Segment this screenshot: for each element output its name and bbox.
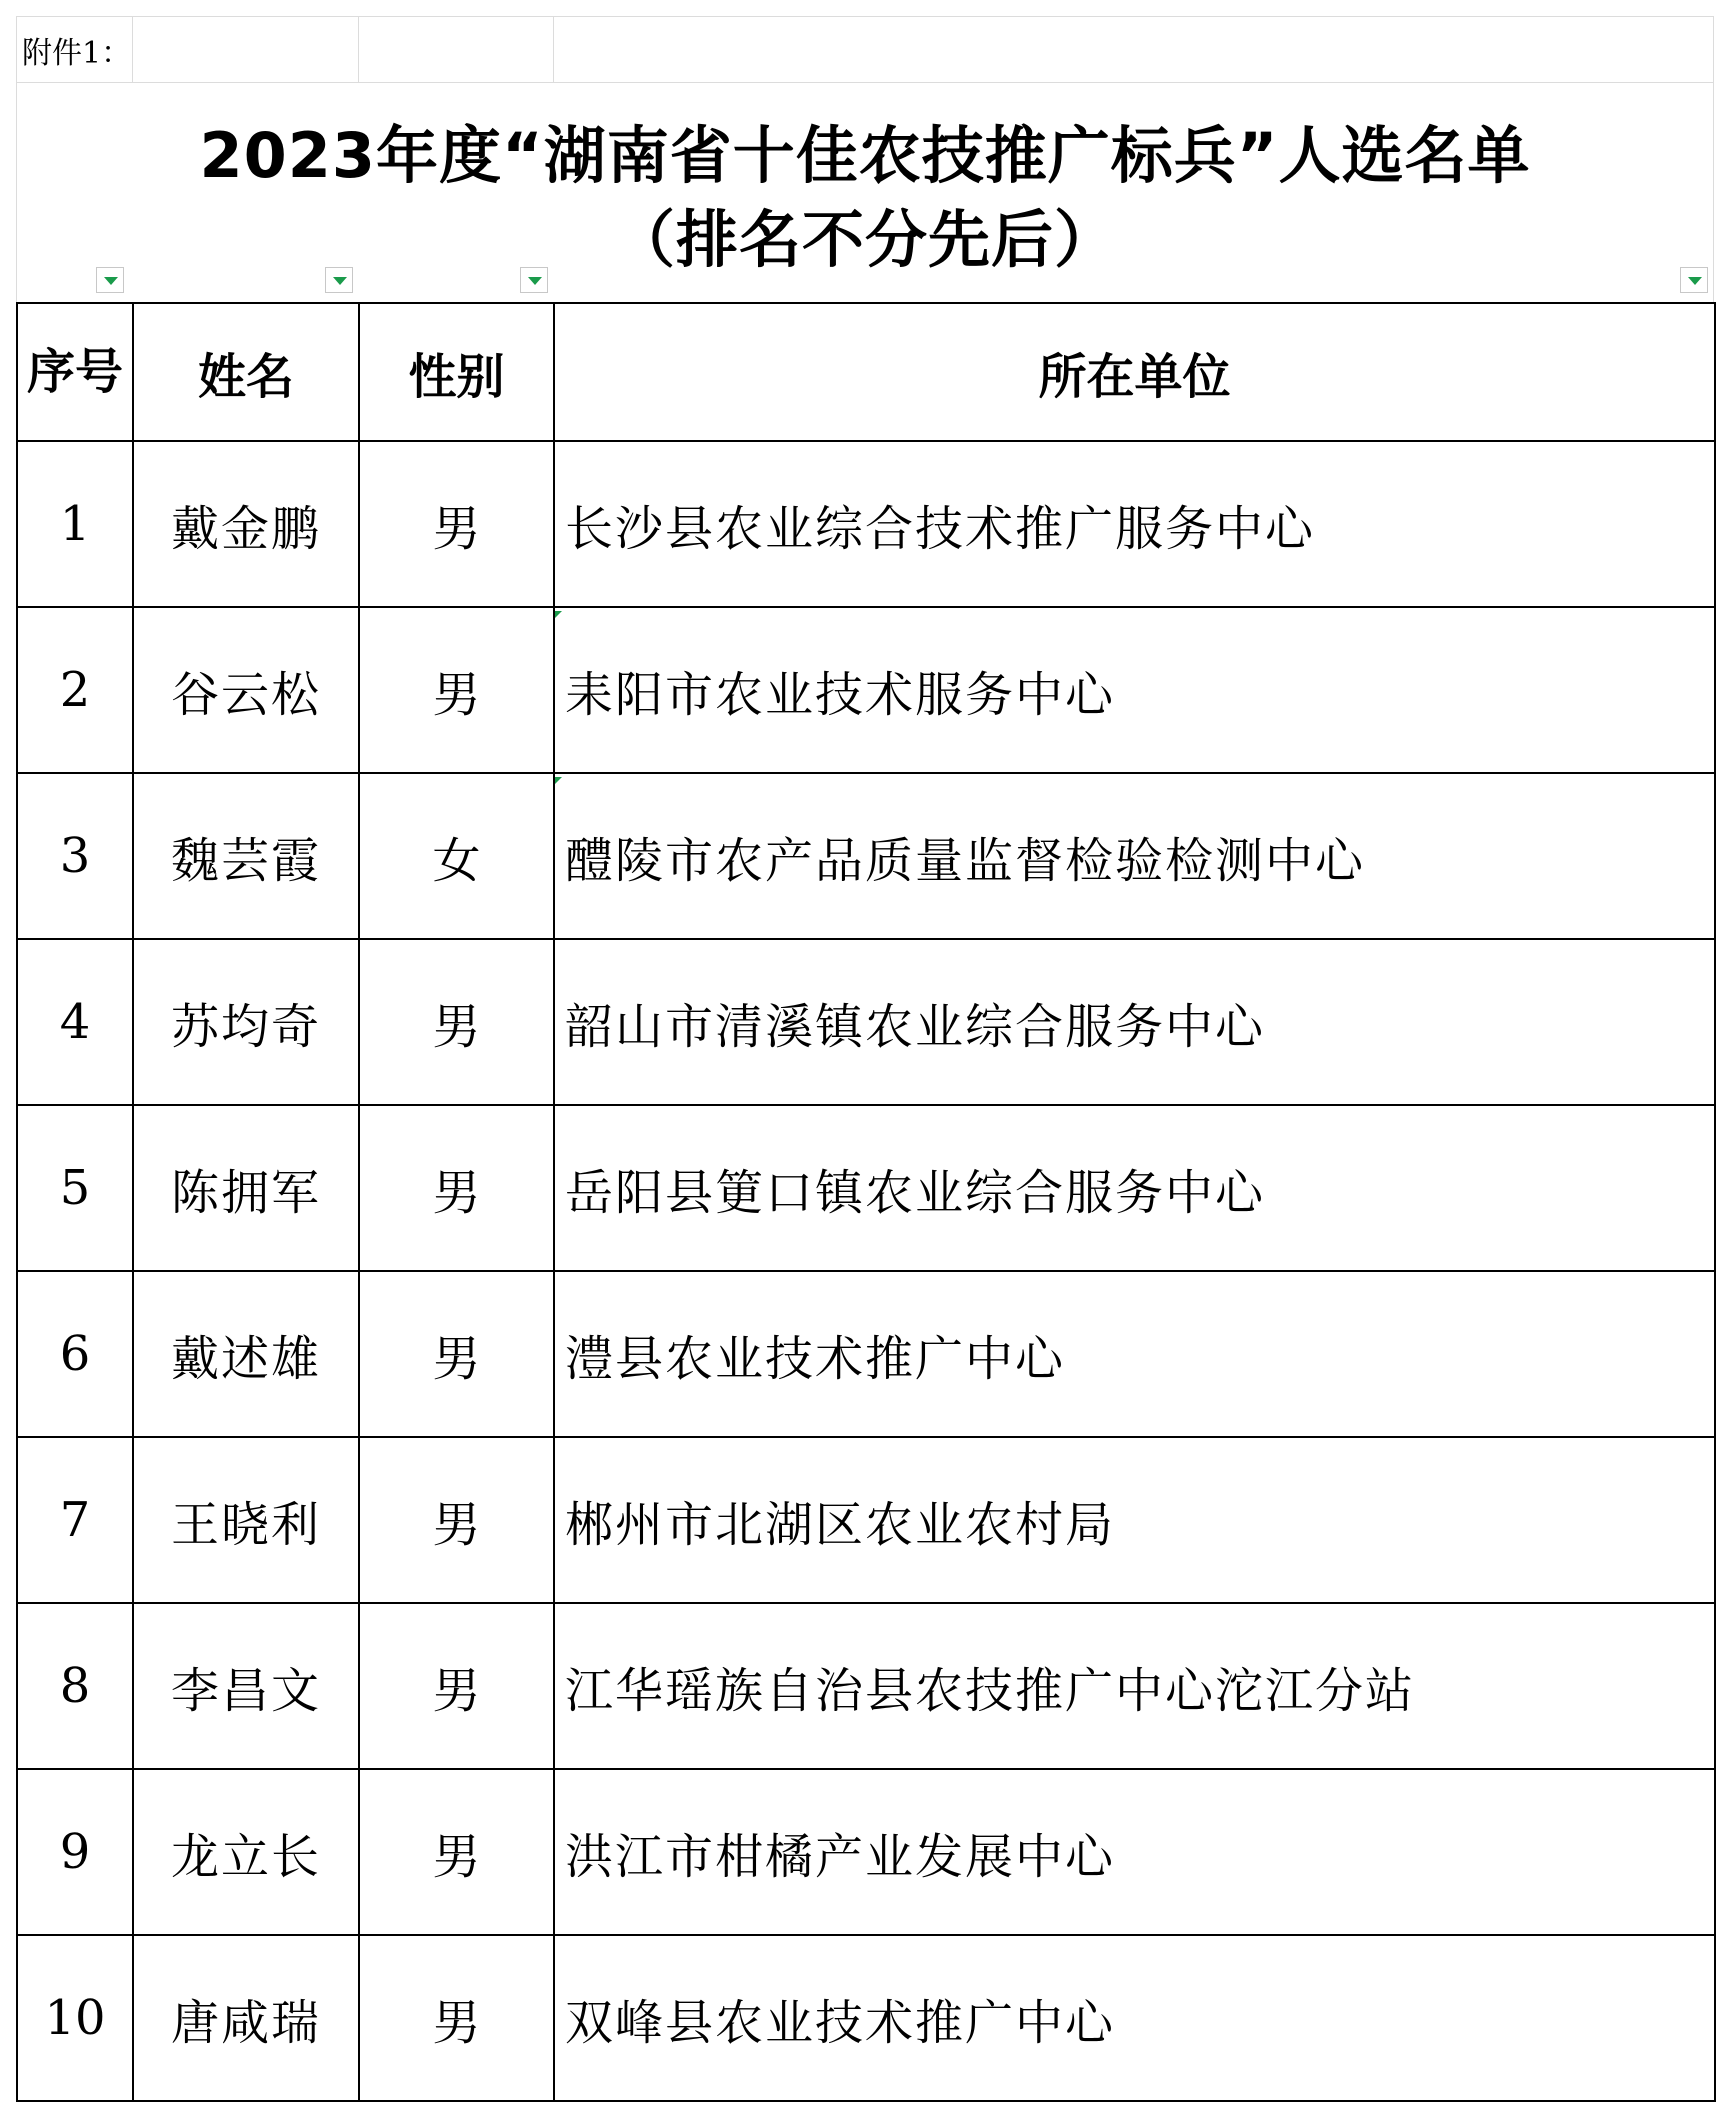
cell-gender[interactable]: 女 <box>359 773 554 939</box>
table-row <box>17 1603 1715 1769</box>
cell-gender[interactable]: 男 <box>359 1603 554 1769</box>
cell-gender[interactable]: 男 <box>359 1437 554 1603</box>
cell-no[interactable]: 7 <box>17 1437 133 1603</box>
cell-no[interactable]: 2 <box>17 607 133 773</box>
cell-no[interactable]: 4 <box>17 939 133 1105</box>
cell-unit[interactable]: 长沙县农业综合技术推广服务中心 <box>554 441 1715 607</box>
cell-gender[interactable]: 男 <box>359 441 554 607</box>
cell-name[interactable]: 谷云松 <box>133 607 359 773</box>
cell-gender[interactable]: 男 <box>359 939 554 1105</box>
header-cell-no[interactable]: 序号 <box>17 303 133 441</box>
cell-gender[interactable]: 男 <box>359 1105 554 1271</box>
cell-no[interactable]: 8 <box>17 1603 133 1769</box>
table-row <box>17 1935 1715 2101</box>
cell-indicator-icon <box>555 777 562 784</box>
cell-name[interactable]: 苏均奇 <box>133 939 359 1105</box>
gridline <box>16 82 1714 83</box>
cell-no[interactable]: 9 <box>17 1769 133 1935</box>
cell-unit[interactable]: 澧县农业技术推广中心 <box>554 1271 1715 1437</box>
gridline <box>358 16 359 82</box>
table-row <box>17 1271 1715 1437</box>
table-header-row <box>17 303 1715 441</box>
table-row <box>17 1769 1715 1935</box>
filter-button-unit[interactable] <box>1680 267 1708 293</box>
header-cell-unit[interactable]: 所在单位 <box>554 303 1715 441</box>
page-subtitle: （排名不分先后） <box>612 203 1117 276</box>
cell-no[interactable]: 5 <box>17 1105 133 1271</box>
cell-unit[interactable]: 耒阳市农业技术服务中心 <box>554 607 1715 773</box>
cell-unit[interactable]: 岳阳县筻口镇农业综合服务中心 <box>554 1105 1715 1271</box>
table-row <box>17 773 1715 939</box>
cell-indicator-icon <box>555 611 562 618</box>
gridline <box>16 16 1714 17</box>
table-row <box>17 1437 1715 1603</box>
candidate-table <box>16 302 1716 2102</box>
cell-name[interactable]: 王晓利 <box>133 1437 359 1603</box>
table-row <box>17 939 1715 1105</box>
cell-name[interactable]: 戴金鹏 <box>133 441 359 607</box>
page-title: 2023年度“湖南省十佳农技推广标兵”人选名单 <box>199 119 1531 192</box>
filter-dropdown-icon <box>333 277 347 285</box>
cell-name[interactable]: 魏芸霞 <box>133 773 359 939</box>
gridline <box>553 16 554 82</box>
cell-unit[interactable]: 洪江市柑橘产业发展中心 <box>554 1769 1715 1935</box>
filter-dropdown-icon <box>528 277 542 285</box>
filter-dropdown-icon <box>1688 277 1702 285</box>
cell-unit[interactable]: 郴州市北湖区农业农村局 <box>554 1437 1715 1603</box>
filter-button-no[interactable] <box>96 267 124 293</box>
cell-unit[interactable]: 双峰县农业技术推广中心 <box>554 1935 1715 2101</box>
table-row <box>17 1105 1715 1271</box>
cell-no[interactable]: 1 <box>17 441 133 607</box>
cell-no[interactable]: 10 <box>17 1935 133 2101</box>
table-row <box>17 441 1715 607</box>
header-cell-name[interactable]: 姓名 <box>133 303 359 441</box>
cell-name[interactable]: 唐咸瑞 <box>133 1935 359 2101</box>
cell-unit[interactable]: 醴陵市农产品质量监督检验检测中心 <box>554 773 1715 939</box>
gridline <box>132 16 133 82</box>
cell-name[interactable]: 龙立长 <box>133 1769 359 1935</box>
cell-gender[interactable]: 男 <box>359 1769 554 1935</box>
cell-no[interactable]: 6 <box>17 1271 133 1437</box>
filter-button-name[interactable] <box>325 267 353 293</box>
cell-unit[interactable]: 韶山市清溪镇农业综合服务中心 <box>554 939 1715 1105</box>
cell-unit[interactable]: 江华瑶族自治县农技推广中心沱江分站 <box>554 1603 1715 1769</box>
filter-button-gender[interactable] <box>520 267 548 293</box>
cell-gender[interactable]: 男 <box>359 1935 554 2101</box>
attachment-label: 附件1： <box>22 36 132 71</box>
cell-name[interactable]: 戴述雄 <box>133 1271 359 1437</box>
cell-name[interactable]: 陈拥军 <box>133 1105 359 1271</box>
cell-gender[interactable]: 男 <box>359 607 554 773</box>
table-row <box>17 607 1715 773</box>
cell-no[interactable]: 3 <box>17 773 133 939</box>
filter-dropdown-icon <box>104 277 118 285</box>
cell-gender[interactable]: 男 <box>359 1271 554 1437</box>
header-cell-gender[interactable]: 性别 <box>359 303 554 441</box>
cell-name[interactable]: 李昌文 <box>133 1603 359 1769</box>
